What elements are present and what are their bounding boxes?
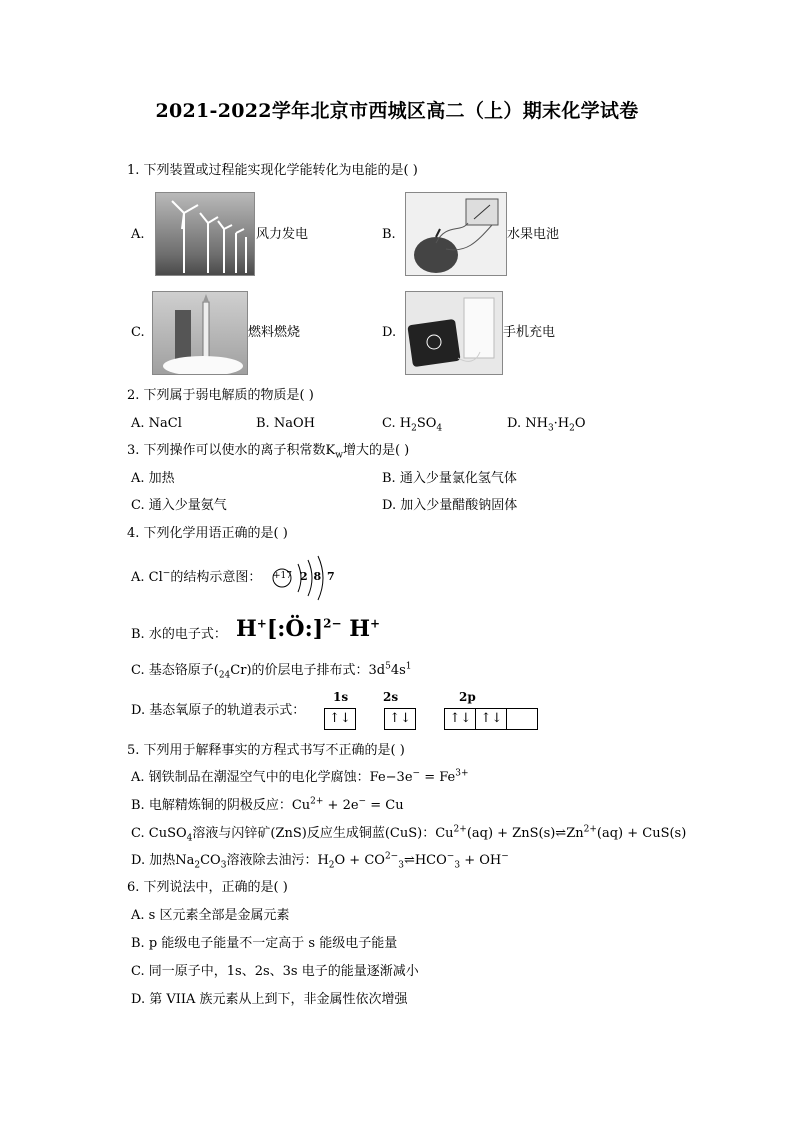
q3-option-a: A. 加热: [131, 471, 175, 486]
question-4-stem: 4. 下列化学用语正确的是( ): [127, 526, 288, 541]
q6-option-a: A. s 区元素全部是金属元素: [131, 908, 290, 923]
wind-turbine-image: [155, 192, 255, 276]
q2-option-c: C. $H_2SO_4$: [382, 416, 443, 434]
q3-option-c: C. 通入少量氨气: [131, 498, 227, 513]
q4-option-c: C. 基态铬原子$(_{24}Cr)$的价层电子排布式：$3d^54s^1$: [131, 661, 412, 681]
water-electron-formula: H+[:Ö:]$^{2-}$ H+: [236, 616, 381, 642]
q2-option-d: D. $NH_3\cdot H_2O$: [507, 416, 586, 434]
atomic-structure-diagram: [270, 554, 340, 602]
q4-option-d: D. 基态氧原子的轨道表示式：: [131, 703, 306, 718]
q5-option-b: B. 电解精炼铜的阴极反应：$Cu^{2+} + 2e^- = Cu$: [131, 796, 404, 813]
question-1-stem: 1. 下列装置或过程能实现化学能转化为电能的是( ): [127, 163, 418, 178]
q2-option-b: B. NaOH: [256, 416, 315, 431]
phone-charging-image: [405, 291, 503, 375]
q1-option-d-letter: D.: [382, 325, 397, 340]
q3-option-d: D. 加入少量醋酸钠固体: [382, 498, 518, 513]
q1-option-a-letter: A.: [131, 227, 145, 242]
rocket-launch-icon: [153, 292, 247, 374]
orbital-box-2p-3: [506, 708, 538, 730]
q3-option-b: B. 通入少量氯化氢气体: [382, 471, 517, 486]
q1-option-c-text: 燃料燃烧: [248, 325, 301, 340]
question-5-stem: 5. 下列用于解释事实的方程式书写不正确的是( ): [127, 743, 405, 758]
q6-option-d: D. 第 VIIA 族元素从上到下，非金属性依次增强: [131, 992, 408, 1007]
q1-option-a-text: 风力发电: [256, 227, 309, 242]
shell-electrons-label: 2 8 7: [300, 570, 336, 583]
q4-option-b: B. 水的电子式：: [131, 627, 227, 642]
q5-option-d: D. 加热$Na_2CO_3$溶液除去油污：$H_2O$ + $CO^{2-}_3\rightleftharpoons HCO^-_3 + OH^-$: [131, 851, 509, 871]
q1-option-d-text: 手机充电: [503, 325, 556, 340]
q5-option-c: C. CuSO$_4$溶液与闪锌矿(ZnS)反应生成铜蓝(CuS)：$Cu^{2+}(aq)$ + $ZnS(s)\rightleftharpoons Zn^{2+}(aq) + CuS(s)$: [131, 824, 687, 844]
orbital-box-2p-1: ↑↓: [444, 708, 475, 730]
question-3-stem: 3. 下列操作可以使水的离子积常数$K_w$增大的是( ): [127, 443, 410, 461]
orbital-box-1s: ↑↓: [324, 708, 356, 730]
q1-option-c-letter: C.: [131, 325, 145, 340]
q4-option-a: A. Cl−的结构示意图：: [131, 568, 262, 585]
nucleus-label: +17: [273, 571, 292, 581]
rocket-launch-image: [152, 291, 248, 375]
q2-option-a: A. NaCl: [131, 416, 182, 431]
wind-turbine-icon: [156, 193, 254, 275]
fruit-battery-image: [405, 192, 507, 276]
question-2-stem: 2. 下列属于弱电解质的物质是( ): [127, 388, 314, 403]
orbital-2p-label: 2p: [459, 690, 476, 704]
fruit-battery-icon: [406, 193, 506, 275]
orbital-box-2p-2: ↑↓: [475, 708, 506, 730]
q5-option-a: A. 钢铁制品在潮湿空气中的电化学腐蚀：$Fe-3e^- = Fe^{3+}$: [131, 768, 469, 785]
q1-option-b-letter: B.: [382, 227, 396, 242]
orbital-box-2s: ↑↓: [384, 708, 416, 730]
q6-option-c: C. 同一原子中，1s、2s、3s 电子的能量逐渐减小: [131, 964, 419, 979]
q6-option-b: B. p 能级电子能量不一定高于 s 能级电子能量: [131, 936, 398, 951]
orbital-diagram: [324, 708, 538, 730]
q1-option-b-text: 水果电池: [507, 227, 560, 242]
question-6-stem: 6. 下列说法中，正确的是( ): [127, 880, 288, 895]
orbital-2s-label: 2s: [383, 690, 399, 704]
page-title: 2021-2022学年北京市西城区高二（上）期末化学试卷: [155, 100, 639, 122]
phone-charging-icon: [406, 292, 502, 374]
orbital-1s-label: 1s: [333, 690, 349, 704]
